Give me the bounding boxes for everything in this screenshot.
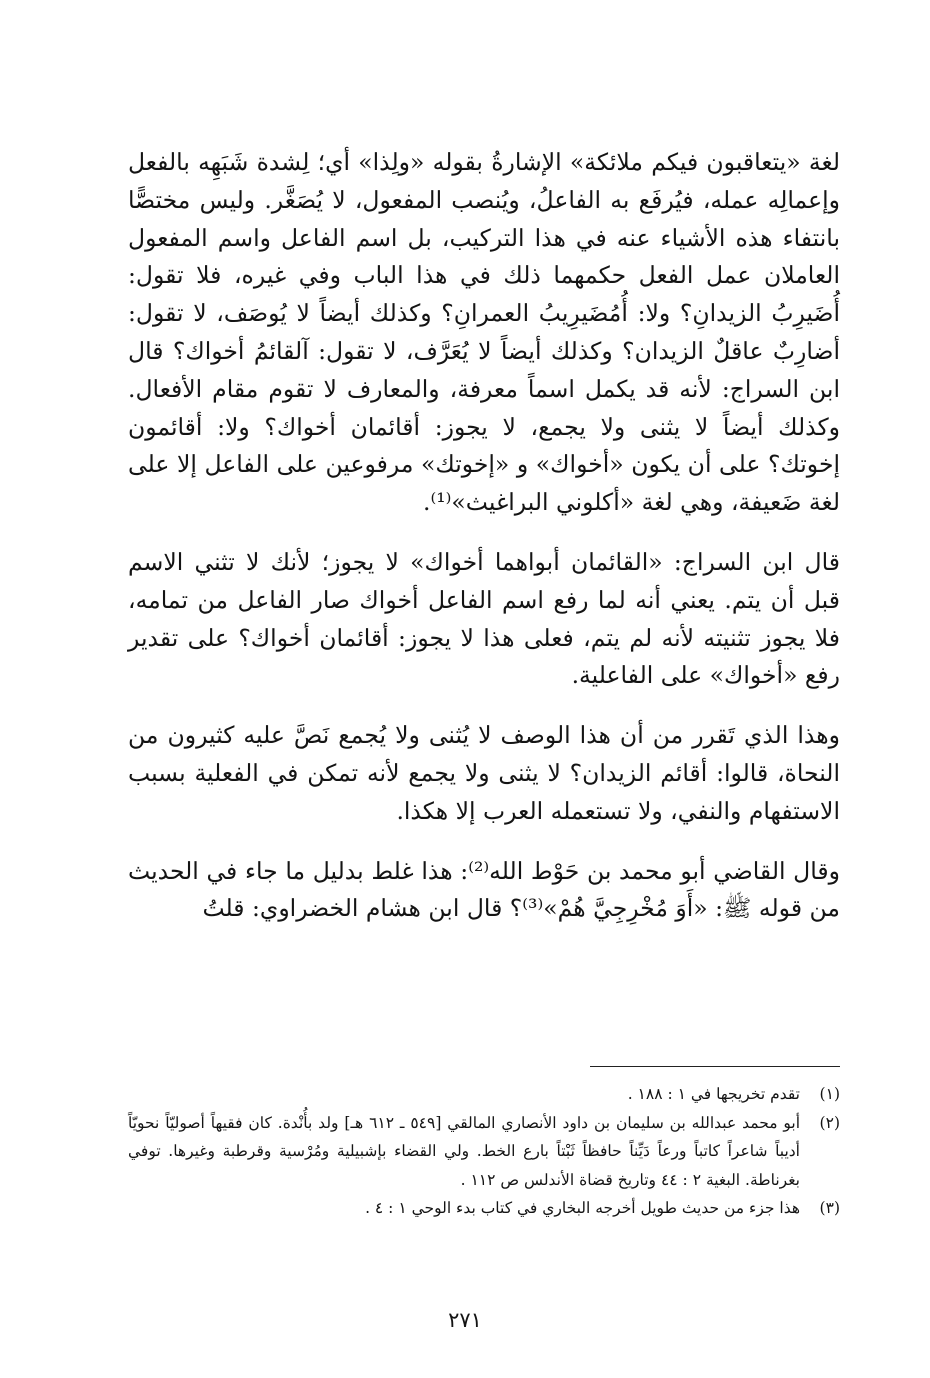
footnote-text: تقدم تخريجها في ١ : ١٨٨ . xyxy=(627,1085,800,1103)
footnote-text: هذا جزء من حديث طويل أخرجه البخاري في كتاب بدء الوحي ١ : ٤ . xyxy=(365,1199,800,1217)
footnote xyxy=(128,1109,840,1195)
paragraph: لغة «يتعاقبون فيكم ملائكة» الإشارةُ بقوله «ولِذا» أي؛ لِشدة شَبَهِه بالفعل وإعمالِه عمله، فيُرفَع به الفاعلُ، ويُنصب المفعول، لا يُصَغَّر. وليس مختصًّا بانتفاء هذه الأشياء عنه في هذا التركيب، بل اسم الفاعل واسم المفعول العاملان عمل الفعل حكمهما ذلك في هذا الباب وفي غيره، فلا تقول: أُضَيرِبُ الزيدانِ؟ ولا: أُمُضَيرِيبُ العمرانِ؟ وكذلك أيضاً لا يُوصَف، لا تقول: أضارِبٌ عاقلٌ الزيدان؟ وكذلك أيضاً لا يُعَرَّف، لا تقول: آلقائمُ أخواك؟ قال ابن السراج: لأنه قد يكمل اسماً معرفة، والمعارف لا تقوم مقام الأفعال. وكذلك أيضاً لا يثنى ولا يجمع، لا يجوز: أقائمان أخواك؟ ولا: أقائمون إخوتك؟ على أن يكون «أخواك» و «إخوتك» مرفوعين على الفاعل إلا على لغة ضَعيفة، وهي لغة «أكلوني البراغيث»⁽¹⁾. xyxy=(128,148,840,517)
footnote-number: (١) xyxy=(819,1085,840,1103)
footnote-divider xyxy=(590,1066,840,1067)
footnotes xyxy=(128,1080,840,1223)
paragraph: وهذا الذي تَقرر من أن هذا الوصف لا يُثنى ولا يُجمع نَصَّ عليه كثيرون من النحاة، قالوا: أقائم الزيدان؟ لا يثنى ولا يجمع لأنه تمكن في الفعلية بسبب الاستفهام والنفي، ولا تستعمله العرب إلا هكذا. xyxy=(128,721,840,825)
footnote xyxy=(128,1080,840,1109)
page-number: ٢٧١ xyxy=(448,1308,482,1332)
main-text xyxy=(128,144,840,928)
footnote-text: أبو محمد عبدالله بن سليمان بن داود الأنصاري المالقي [٥٤٩ ـ ٦١٢ هـ] ولد بأُنْدة. كان فقيهاً أصوليّاً نحويّاً أديباً شاعراً كاتباً ورعاً دَيِّناً حافظاً ثَبْتاً بارع الخط. ولي القضاء بإشبيلية ومُرْسية وقرطبة وغيرها. توفي بغرناطة. البغية ٢ : ٤٤ وتاريخ قضاة الأندلس ص ١١٢ . xyxy=(128,1113,801,1189)
footnote xyxy=(128,1194,840,1223)
paragraph: قال ابن السراج: «القائمان أبواهما أخواك» لا يجوز؛ لأنك لا تثني الاسم قبل أن يتم. يعني أنه لما رفع اسم الفاعل أخواك صار الفاعل من تمامه، فلا يجوز تثنيته لأنه لم يتم، فعلى هذا لا يجوز: أقائمان أخواك؟ على تقدير رفع «أخواك» على الفاعلية. xyxy=(128,547,840,690)
footnote-number: (٣) xyxy=(819,1199,840,1217)
paragraph: وقال القاضي أبو محمد بن حَوْط الله⁽²⁾: هذا غلط بدليل ما جاء في الحديث من قوله ﷺ: «أَوَ مُخْرِجِيَّ هُمْ»⁽³⁾؟ قال ابن هشام الخضراوي: قلتُ xyxy=(128,856,840,923)
footnote-number: (٢) xyxy=(819,1113,840,1132)
